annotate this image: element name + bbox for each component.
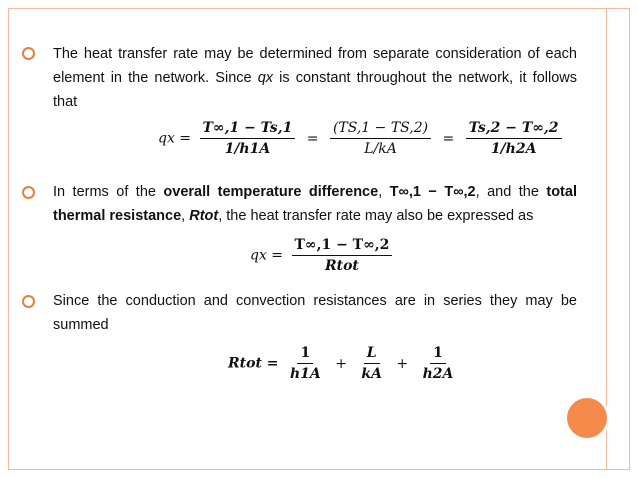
eq3-t2-denominator: kA [361,366,382,382]
eq1-lhs: qx = [158,130,192,147]
eq1-f3-numerator: Ts,2 − T∞,2 [466,120,562,139]
eq3-t3-denominator: h2A [422,366,454,382]
p1-text-c: is constant throughout the network, it follows that [53,70,577,110]
p2-total-thermal-resistance: total thermal resistance [53,184,577,224]
p2-text-e: , and the [475,184,547,200]
eq2-denominator: Rtot [324,258,359,274]
p2-temperature-expression: T∞,1 − T∞,2 [389,184,476,200]
p2-overall-temperature-difference: overall temperature difference [163,184,379,200]
p2-text-g: , [181,208,190,224]
eq3-t1-denominator: h1A [289,366,321,382]
eq1-f1-denominator: 1/h1A [224,141,271,157]
p2-text-c: , [378,184,390,200]
eq1-fraction-2 [330,120,431,157]
equation-total-resistance [228,345,460,382]
ring-bullet-icon [20,292,40,312]
eq3-t3-numerator: 1 [430,345,446,364]
eq3-lhs: Rtot = [228,355,279,372]
p2-text-a: In terms of the [53,184,164,200]
p2-rtot: Rtot [189,208,219,224]
p2-text-i: , the heat transfer rate may also be expressed as [218,208,534,224]
equation-overall [250,237,396,274]
paragraph-overall-temperature [53,180,577,228]
eq1-f2-numerator: (TS,1 − TS,2) [330,120,431,139]
eq1-f2-denominator: L/kA [364,141,397,157]
p1-qx: qx [257,70,274,86]
eq2-lhs: qx = [250,247,284,264]
eq1-f3-denominator: 1/h2A [490,141,537,157]
orange-dot-icon [567,398,607,438]
ring-bullet-icon [20,183,40,203]
ring-bullet-icon [20,44,40,64]
eq3-plus-2: + [396,355,409,372]
eq3-term-3 [420,345,457,382]
eq1-fraction-1 [200,120,296,157]
eq2-fraction [292,237,393,274]
eq1-f1-numerator: T∞,1 − Ts,1 [200,120,296,139]
eq3-term-1 [287,345,324,382]
paragraph-heat-transfer-rate [53,42,577,114]
eq3-t1-numerator: 1 [297,345,313,364]
eq3-plus-1: + [335,355,347,372]
eq3-t2-numerator: L [364,345,380,364]
eq1-equals-1: = [306,130,319,147]
slide-divider-line [606,8,607,470]
paragraph-series-resistances: Since the conduction and convection resistances are in series they may be summed [53,293,577,333]
eq1-equals-2: = [442,130,455,147]
eq1-fraction-3 [466,120,562,157]
eq2-numerator: T∞,1 − T∞,2 [292,237,393,256]
equation-series-network [158,120,566,157]
eq3-term-2 [358,345,385,382]
p1-text-a: The heat transfer rate may be determined from separate consideration of each element in the network. Since [53,46,577,86]
